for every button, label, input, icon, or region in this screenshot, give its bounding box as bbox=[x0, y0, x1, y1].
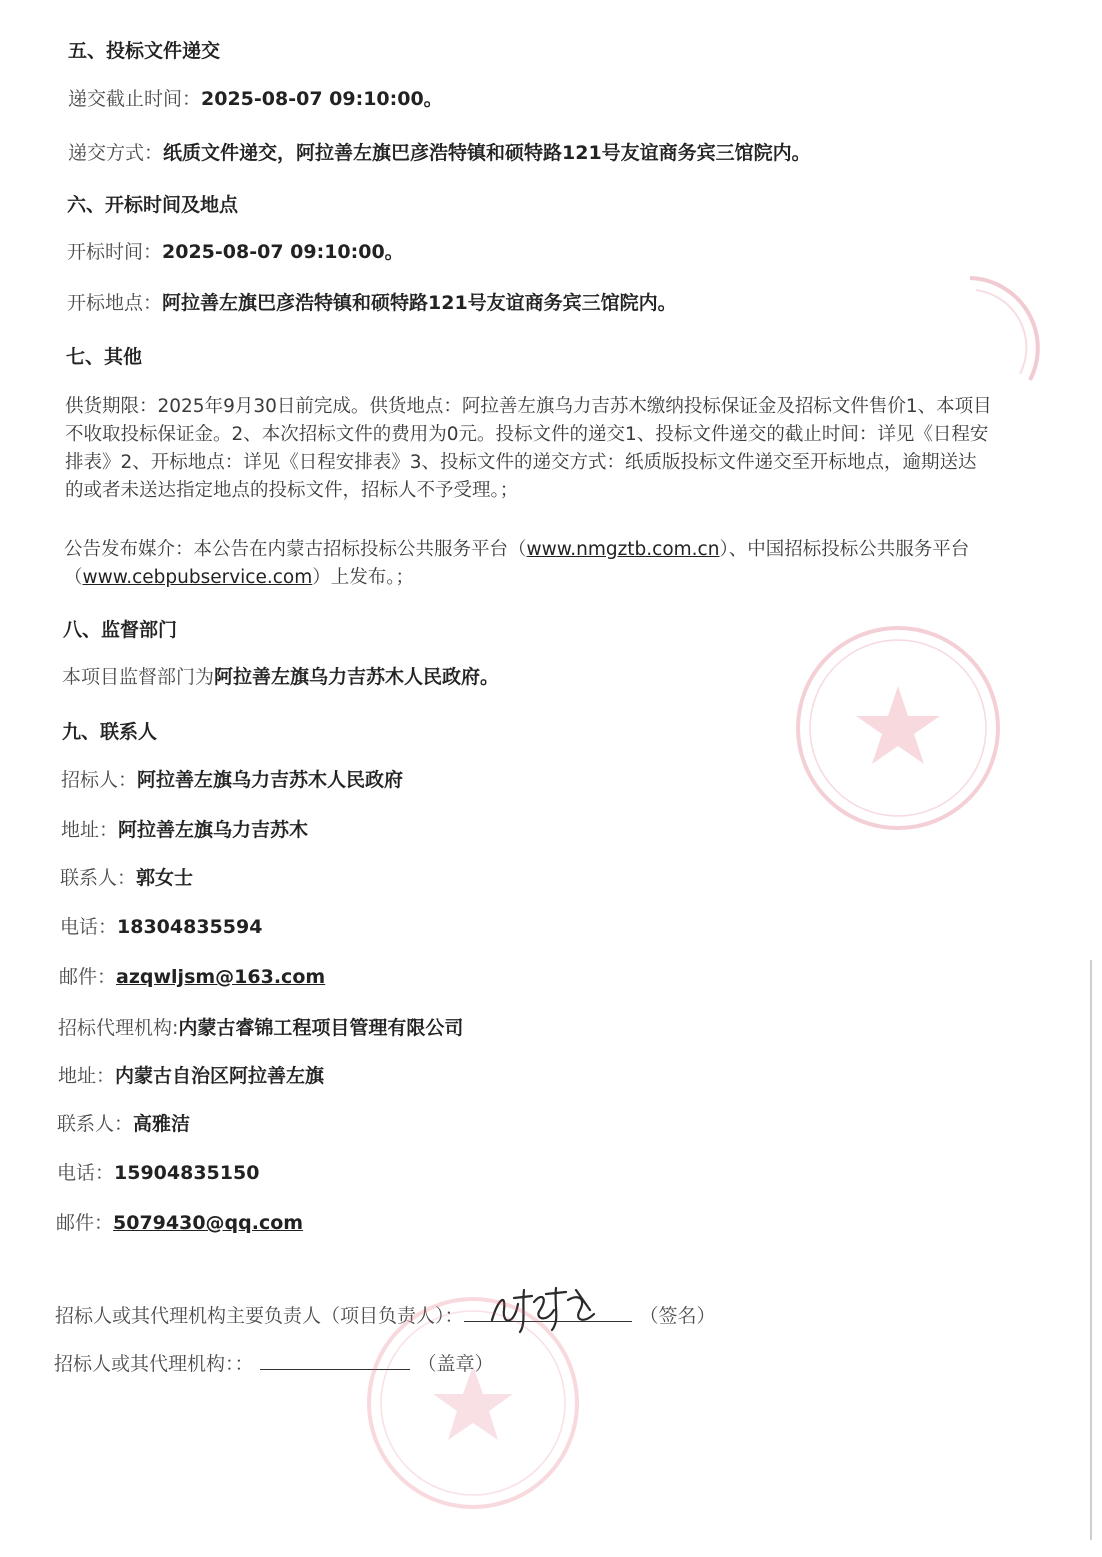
other-info-line: 排表》2、开标地点：详见《日程安排表》3、投标文件的递交方式：纸质版投标文件递交至开标地点，逾期送达 bbox=[65, 452, 977, 473]
signature-blank bbox=[464, 1320, 632, 1322]
tenderer-address-label: 地址： bbox=[61, 819, 119, 841]
section-heading-supervision: 八、监督部门 bbox=[63, 619, 178, 641]
tenderer-contact-value: 郭女士 bbox=[136, 867, 194, 889]
opening-time bbox=[67, 240, 404, 264]
agency-address-row bbox=[58, 1064, 324, 1088]
tenderer-value: 阿拉善左旗乌力吉苏木人民政府 bbox=[137, 769, 404, 791]
tenderer-row bbox=[61, 768, 403, 792]
tenderer-address-row bbox=[61, 818, 308, 842]
scan-edge-shadow bbox=[1090, 960, 1092, 1540]
agency-email-label: 邮件： bbox=[56, 1212, 114, 1234]
publication-media-line-1 bbox=[64, 536, 969, 564]
tenderer-contact-row bbox=[60, 866, 193, 890]
agency-phone-value: 15904835150 bbox=[114, 1162, 260, 1184]
agency-contact-row bbox=[57, 1112, 190, 1136]
tenderer-email-row bbox=[59, 965, 325, 989]
signature-suffix: （签名） bbox=[639, 1305, 716, 1327]
other-info-paragraph bbox=[65, 393, 992, 505]
tenderer-email-label: 邮件： bbox=[59, 966, 117, 988]
tenderer-phone-row bbox=[60, 915, 262, 939]
tenderer-label: 招标人： bbox=[61, 769, 138, 791]
agency-phone-row bbox=[57, 1161, 259, 1185]
submission-method-label: 递交方式： bbox=[68, 142, 164, 164]
section-heading-submission: 五、投标文件递交 bbox=[68, 40, 221, 62]
tenderer-email-link[interactable]: azqwljsm@163.com bbox=[116, 966, 326, 988]
publication-media-text-2: ）、中国招标投标公共服务平台 bbox=[719, 539, 970, 560]
signature-label: 招标人或其代理机构主要负责人（项目负责人）： bbox=[55, 1305, 464, 1327]
tenderer-contact-label: 联系人： bbox=[60, 867, 137, 889]
submission-deadline-label: 递交截止时间： bbox=[68, 88, 202, 110]
publication-media-paragraph bbox=[64, 536, 969, 592]
other-info-line: 不收取投标保证金。2、本次招标文件的费用为0元。投标文件的递交1、投标文件递交的截止时间：详见《日程安 bbox=[65, 424, 989, 445]
other-info-line: 供货期限：2025年9月30日前完成。供货地点：阿拉善左旗乌力吉苏木缴纳投标保证金及招标文件售价1、本项目 bbox=[65, 396, 992, 417]
official-seal-stamp bbox=[788, 618, 1008, 838]
signature-row bbox=[55, 1304, 716, 1328]
agency-address-value: 内蒙古自治区阿拉善左旗 bbox=[115, 1065, 325, 1087]
opening-place-value: 阿拉善左旗巴彦浩特镇和硕特路121号友谊商务宾三馆院内。 bbox=[162, 292, 677, 314]
seal-suffix: （盖章） bbox=[417, 1353, 494, 1375]
tenderer-phone-label: 电话： bbox=[60, 916, 118, 938]
agency-address-label: 地址： bbox=[58, 1065, 116, 1087]
submission-method bbox=[68, 141, 811, 165]
supervision-department: 阿拉善左旗乌力吉苏木人民政府。 bbox=[214, 666, 500, 688]
supervision-text bbox=[62, 665, 499, 689]
agency-label: 招标代理机构: bbox=[58, 1017, 179, 1039]
opening-time-label: 开标时间： bbox=[67, 241, 163, 263]
tenderer-address-value: 阿拉善左旗乌力吉苏木 bbox=[118, 819, 309, 841]
section-heading-other: 七、其他 bbox=[66, 346, 143, 368]
opening-place bbox=[67, 291, 677, 315]
submission-deadline bbox=[68, 87, 443, 111]
submission-deadline-value: 2025-08-07 09:10:00。 bbox=[201, 88, 443, 110]
publication-media-bracket: （ bbox=[64, 567, 83, 588]
partial-seal-stamp bbox=[950, 270, 1040, 410]
publication-media-text: 公告发布媒介：本公告在内蒙古招标投标公共服务平台（ bbox=[64, 539, 527, 560]
agency-email-link[interactable]: 5079430@qq.com bbox=[113, 1212, 304, 1234]
tenderer-phone-value: 18304835594 bbox=[117, 916, 263, 938]
submission-method-value: 纸质文件递交，阿拉善左旗巴彦浩特镇和硕特路121号友谊商务宾三馆院内。 bbox=[163, 142, 811, 164]
nmgztb-link[interactable]: www.nmgztb.com.cn bbox=[526, 539, 720, 560]
agency-email-row bbox=[56, 1211, 303, 1235]
agency-value: 内蒙古睿锦工程项目管理有限公司 bbox=[178, 1017, 464, 1039]
seal-label: 招标人或其代理机构：： bbox=[54, 1353, 254, 1375]
section-heading-opening: 六、开标时间及地点 bbox=[67, 194, 239, 216]
agency-contact-value: 高雅洁 bbox=[133, 1113, 191, 1135]
publication-media-text-3: ）上发布。； bbox=[312, 567, 415, 588]
section-heading-contacts: 九、联系人 bbox=[62, 721, 158, 743]
seal-row bbox=[54, 1352, 494, 1376]
agency-contact-label: 联系人： bbox=[57, 1113, 134, 1135]
supervision-text-label: 本项目监督部门为 bbox=[62, 666, 215, 688]
agency-row bbox=[58, 1016, 463, 1040]
cebpubservice-link[interactable]: www.cebpubservice.com bbox=[82, 567, 313, 588]
publication-media-line-2 bbox=[64, 564, 969, 592]
opening-time-value: 2025-08-07 09:10:00。 bbox=[162, 241, 404, 263]
opening-place-label: 开标地点： bbox=[67, 292, 163, 314]
other-info-line: 的或者未送达指定地点的投标文件，招标人不予受理。； bbox=[65, 480, 519, 501]
agency-phone-label: 电话： bbox=[57, 1162, 115, 1184]
seal-blank bbox=[260, 1368, 410, 1370]
